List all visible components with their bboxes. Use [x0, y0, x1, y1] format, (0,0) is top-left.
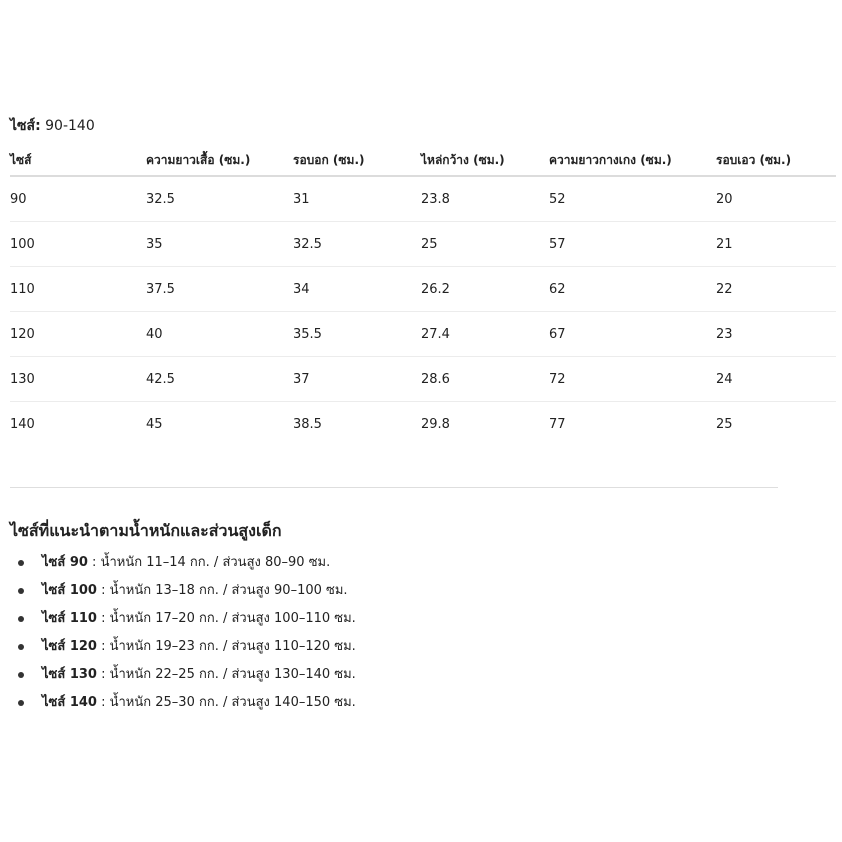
- list-item: [10, 577, 356, 605]
- cell-size: 110: [10, 267, 146, 312]
- cell-shoulder: 28.6: [421, 357, 549, 402]
- cell-waist: 25: [716, 416, 733, 432]
- list-item-label: ไซส์ 90: [42, 555, 88, 570]
- bullet-icon: [18, 700, 24, 706]
- table-row: [10, 222, 836, 267]
- list-item-text: : น้ำหนัก 17–20 กก. / ส่วนสูง 100–110 ซม.: [96, 611, 356, 626]
- cell-chest: 38.5: [293, 416, 322, 432]
- table-row: [10, 176, 836, 222]
- cell-pants-length: 72: [549, 357, 716, 402]
- list-item-text: : น้ำหนัก 11–14 กก. / ส่วนสูง 80–90 ซม.: [87, 555, 331, 570]
- list-item-label: ไซส์ 140: [42, 695, 97, 710]
- cell-shoulder: 27.4: [421, 312, 549, 357]
- cell-size: 100: [10, 222, 146, 267]
- cell-pants-length: 67: [549, 312, 716, 357]
- cell-waist: 22: [716, 267, 836, 312]
- list-item-text: : น้ำหนัก 19–23 กก. / ส่วนสูง 110–120 ซม.: [96, 639, 356, 654]
- cell-shoulder: 29.8: [421, 416, 450, 432]
- size-chart-table: [10, 146, 836, 446]
- list-item: [10, 605, 356, 633]
- cell-size: 120: [10, 312, 146, 357]
- table-row: [10, 402, 836, 447]
- size-range-line: [10, 116, 95, 136]
- bullet-icon: [18, 560, 24, 566]
- list-item-text: : น้ำหนัก 13–18 กก. / ส่วนสูง 90–100 ซม.: [96, 583, 348, 598]
- list-item: [10, 689, 356, 717]
- cell-pants-length: 57: [549, 222, 716, 267]
- cell-pants-length: 77: [549, 416, 566, 432]
- cell-pants-length: 52: [549, 176, 716, 222]
- table-row: [10, 357, 836, 402]
- size-range-value: 90-140: [45, 118, 95, 134]
- header-waist: รอบเอว (ซม.): [716, 146, 836, 176]
- cell-chest: 35.5: [293, 312, 421, 357]
- recommendation-title: ไซส์ที่แนะนำตามน้ำหนักและส่วนสูงเด็ก: [10, 521, 282, 540]
- list-item-label: ไซส์ 130: [42, 667, 97, 682]
- cell-pants-length: 62: [549, 267, 716, 312]
- cell-waist: 20: [716, 176, 836, 222]
- list-item-text: : น้ำหนัก 22–25 กก. / ส่วนสูง 130–140 ซม.: [96, 667, 356, 682]
- cell-shoulder: 26.2: [421, 267, 549, 312]
- header-size: ไซส์: [10, 146, 146, 176]
- cell-chest: 31: [293, 176, 421, 222]
- table-row: [10, 267, 836, 312]
- cell-waist: 24: [716, 357, 836, 402]
- list-item: [10, 549, 356, 577]
- bullet-icon: [18, 588, 24, 594]
- cell-shirt-length: 40: [146, 312, 293, 357]
- cell-waist: 21: [716, 222, 836, 267]
- cell-size: 140: [10, 416, 35, 432]
- list-item: [10, 633, 356, 661]
- list-item-label: ไซส์ 120: [42, 639, 97, 654]
- recommendation-list: [10, 549, 356, 717]
- table-row: [10, 312, 836, 357]
- cell-shirt-length: 42.5: [146, 357, 293, 402]
- header-chest: รอบอก (ซม.): [293, 146, 421, 176]
- section-divider: [10, 487, 778, 488]
- list-item-text: : น้ำหนัก 25–30 กก. / ส่วนสูง 140–150 ซม.: [96, 695, 356, 710]
- bullet-icon: [18, 672, 24, 678]
- header-shirt-length: ความยาวเสื้อ (ซม.): [146, 146, 293, 176]
- cell-chest: 34: [293, 267, 421, 312]
- list-item-label: ไซส์ 100: [42, 583, 97, 598]
- cell-shirt-length: 37.5: [146, 267, 293, 312]
- cell-size: 130: [10, 357, 146, 402]
- cell-shirt-length: 32.5: [146, 176, 293, 222]
- cell-size: 90: [10, 176, 146, 222]
- table-header-row: [10, 146, 836, 176]
- list-item-label: ไซส์ 110: [42, 611, 97, 626]
- bullet-icon: [18, 616, 24, 622]
- cell-shirt-length: 35: [146, 222, 293, 267]
- cell-shoulder: 23.8: [421, 176, 549, 222]
- bullet-icon: [18, 644, 24, 650]
- cell-chest: 32.5: [293, 222, 421, 267]
- cell-shirt-length: 45: [146, 416, 163, 432]
- size-range-label: ไซส์:: [10, 118, 41, 134]
- header-pants-length: ความยาวกางเกง (ซม.): [549, 146, 716, 176]
- cell-chest: 37: [293, 357, 421, 402]
- list-item: [10, 661, 356, 689]
- cell-shoulder: 25: [421, 222, 549, 267]
- header-shoulder: ไหล่กว้าง (ซม.): [421, 146, 549, 176]
- cell-waist: 23: [716, 312, 836, 357]
